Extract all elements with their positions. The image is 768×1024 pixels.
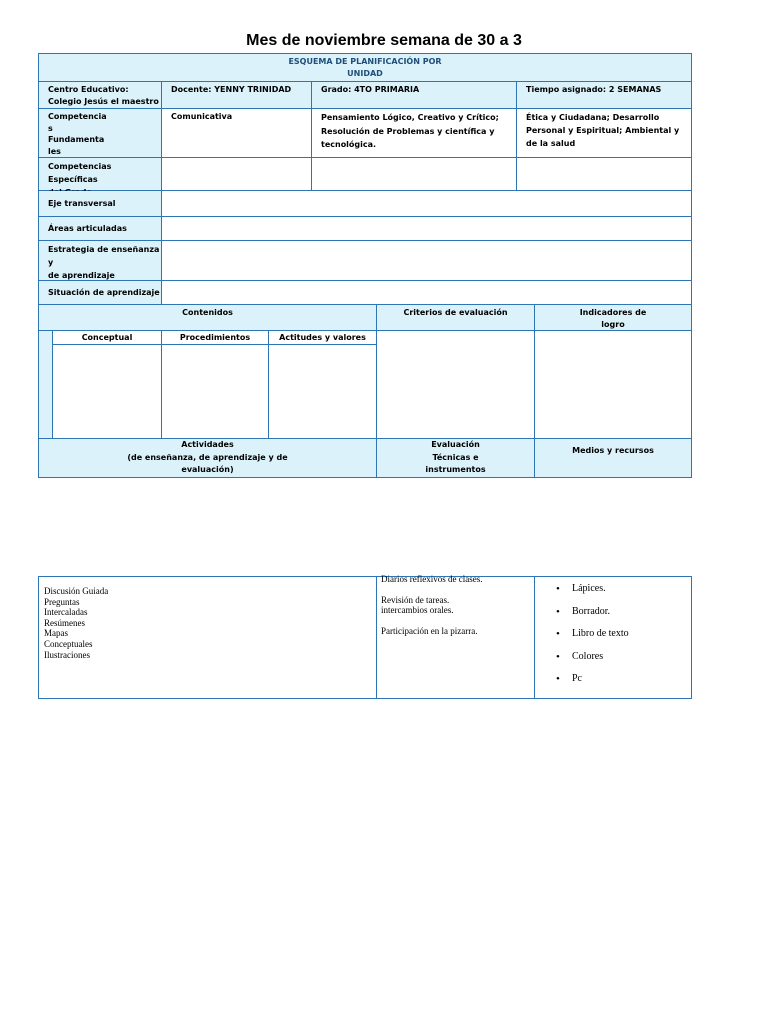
header-line-1: ESQUEMA DE PLANIFICACIÓN POR [288, 57, 442, 66]
indicadores-header [535, 305, 691, 331]
centro-educativo-cell [39, 82, 162, 109]
list-item: Revisión de tareas. [381, 594, 450, 605]
pensamiento-cell: Pensamiento Lógico, Creativo y Crítico; Resolución de Problemas y científica y tecnológica. [312, 109, 517, 158]
actividades-line-3: evaluación) [181, 465, 234, 474]
evaluacion-line-2: Técnicas e [432, 452, 479, 462]
list-item: Participación en la pizarra. [381, 625, 478, 636]
list-item: • Libro de texto [535, 627, 691, 650]
situacion-label: Situación de aprendizaje [39, 281, 162, 305]
estrategia-line-2: y [48, 258, 54, 267]
conceptual-value [53, 345, 162, 439]
competencia-line-1: Competencia [48, 112, 107, 121]
centro-line-1: Centro Educativo: [48, 85, 129, 94]
competencias-especificas-value-2 [312, 158, 517, 191]
indicadores-line-2: logro [601, 320, 625, 329]
evaluacion-line-3: instrumentos [425, 465, 486, 474]
situacion-value [162, 281, 691, 305]
estrategia-value [162, 241, 691, 281]
eje-transversal-value [162, 191, 691, 217]
etica-cell: Ética y Ciudadana; Desarrollo Personal y Espiritual; Ambiental y de la salud [517, 109, 691, 158]
tiempo-cell: Tiempo asignado: 2 SEMANAS [517, 82, 691, 109]
list-item: Ilustraciones [44, 649, 90, 660]
procedimientos-value [162, 345, 269, 439]
evaluacion-list-cell [377, 574, 535, 698]
list-item: Conceptuales [44, 638, 93, 649]
list-item: Resúmenes [44, 617, 85, 628]
actividades-line-2: (de enseñanza, de aprendizaje y de [127, 452, 288, 462]
areas-articuladas-value [162, 217, 691, 241]
estrategia-line-1: Estrategia de enseñanza [48, 245, 160, 254]
table-header [39, 54, 691, 82]
areas-articuladas-label: Áreas articuladas [39, 217, 162, 241]
list-item: Preguntas [44, 596, 80, 607]
competencia-line-3: Fundamenta [48, 135, 105, 144]
actividades-line-1: Actividades [181, 440, 234, 449]
actividades-list-cell [39, 577, 377, 698]
actitudes-header: Actitudes y valores [269, 331, 377, 345]
list-item: • Borrador. [535, 605, 691, 628]
centro-line-2: Colegio Jesús el maestro [48, 97, 159, 106]
list-item: • Colores [535, 650, 691, 673]
procedimientos-header: Procedimientos [162, 331, 269, 345]
activities-table [38, 576, 692, 699]
contenidos-spacer [39, 331, 53, 439]
competencias-especificas-value-1 [162, 158, 312, 191]
estrategia-label [39, 241, 162, 281]
competencias-especificas-value-3 [517, 158, 691, 191]
evaluacion-line-1: Evaluación [431, 440, 480, 449]
competencias-especificas-line-1: Competencias Específicas [48, 162, 112, 184]
competencias-especificas-label [39, 158, 162, 191]
contenidos-header: Contenidos [39, 305, 377, 331]
recursos-list [535, 582, 691, 695]
list-item [381, 616, 534, 626]
indicadores-line-1: Indicadores de [579, 308, 647, 317]
actividades-header [39, 439, 377, 477]
list-item: intercambios orales. [381, 605, 454, 616]
recursos-list-cell [535, 577, 691, 698]
list-item: Diarios reflexivos de clases. [381, 574, 483, 584]
docente-cell: Docente: YENNY TRINIDAD [162, 82, 312, 109]
competencias-fundamentales-label [39, 109, 162, 158]
actitudes-value [269, 345, 377, 439]
competencia-line-4: les [48, 146, 61, 156]
list-item [381, 585, 534, 595]
list-item: Mapas [44, 628, 68, 639]
competencia-line-2: s [48, 123, 53, 133]
criterios-value [377, 331, 535, 439]
criterios-header: Criterios de evaluación [377, 305, 535, 331]
estrategia-line-3: de aprendizaje [48, 271, 115, 280]
list-item: Intercaladas [44, 607, 88, 618]
comunicativa-cell: Comunicativa [162, 109, 312, 158]
eje-transversal-label: Eje transversal [39, 191, 162, 217]
list-item: • Lápices. [535, 582, 691, 605]
evaluacion-header [377, 439, 535, 477]
grado-cell: Grado: 4TO PRIMARIA [312, 82, 517, 109]
indicadores-value [535, 331, 691, 439]
list-item: • Pc [535, 672, 691, 695]
conceptual-header: Conceptual [53, 331, 162, 345]
list-item: Discusión Guiada [44, 586, 109, 596]
medios-header: Medios y recursos [535, 439, 691, 477]
planning-table [38, 53, 692, 478]
header-line-2: UNIDAD [347, 69, 383, 78]
page-title: Mes de noviembre semana de 30 a 3 [246, 32, 522, 49]
